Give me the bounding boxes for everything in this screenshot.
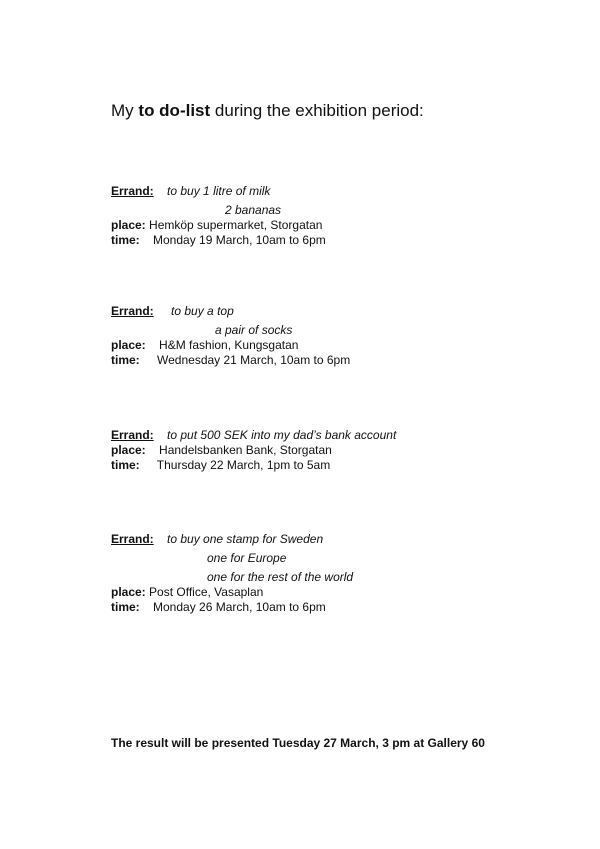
- place-label: place:: [111, 218, 146, 232]
- errand-item: to buy one stamp for Sweden: [167, 532, 324, 546]
- errand-item-line: [111, 552, 551, 571]
- time-label: time:: [111, 458, 140, 472]
- errand-entry-4: [111, 533, 551, 616]
- time-value: Thursday 22 March, 1pm to 5am: [156, 458, 331, 472]
- errand-entry-2: [111, 305, 551, 369]
- time-line: [111, 459, 551, 474]
- errand-entry-3: [111, 429, 551, 474]
- errand-entry-1: [111, 185, 551, 249]
- time-label: time:: [111, 353, 140, 367]
- errand-item: one for the rest of the world: [207, 570, 354, 584]
- place-value: Hemköp supermarket, Storgatan: [149, 218, 323, 232]
- title-prefix: My: [111, 101, 134, 120]
- place-line: [111, 444, 551, 459]
- errand-label: Errand:: [111, 428, 154, 442]
- errand-label: Errand:: [111, 532, 154, 546]
- place-label: place:: [111, 338, 146, 352]
- result-announcement: The result will be presented Tuesday 27 March, 3 pm at Gallery 60: [111, 736, 485, 750]
- errand-item: 2 bananas: [225, 203, 282, 217]
- errand-line: [111, 305, 551, 324]
- errand-item-line: [111, 324, 551, 339]
- errand-item: to buy 1 litre of milk: [167, 184, 271, 198]
- place-value: H&M fashion, Kungsgatan: [159, 338, 299, 352]
- errand-item: to buy a top: [171, 304, 234, 318]
- errand-label: Errand:: [111, 304, 154, 318]
- page-title: [111, 101, 424, 121]
- errand-line: [111, 185, 551, 204]
- time-label: time:: [111, 600, 140, 614]
- time-value: Monday 26 March, 10am to 6pm: [153, 600, 326, 614]
- place-label: place:: [111, 585, 146, 599]
- time-line: [111, 354, 551, 369]
- place-label: place:: [111, 443, 146, 457]
- errand-item-line: [111, 571, 551, 586]
- place-line: [111, 219, 551, 234]
- time-label: time:: [111, 233, 140, 247]
- errand-line: [111, 429, 551, 444]
- place-line: [111, 339, 551, 354]
- errand-item: a pair of socks: [215, 323, 293, 337]
- time-line: [111, 234, 551, 249]
- time-value: Monday 19 March, 10am to 6pm: [153, 233, 326, 247]
- place-value: Post Office, Vasaplan: [149, 585, 264, 599]
- errand-item: one for Europe: [207, 551, 287, 565]
- title-suffix: during the exhibition period:: [214, 101, 424, 120]
- place-line: [111, 586, 551, 601]
- time-line: [111, 601, 551, 616]
- place-value: Handelsbanken Bank, Storgatan: [159, 443, 332, 457]
- errand-label: Errand:: [111, 184, 154, 198]
- title-emphasis: to do-list: [138, 101, 211, 120]
- errand-line: [111, 533, 551, 552]
- time-value: Wednesday 21 March, 10am to 6pm: [157, 353, 351, 367]
- errand-item-line: [111, 204, 551, 219]
- errand-item: to put 500 SEK into my dad’s bank account: [167, 428, 397, 442]
